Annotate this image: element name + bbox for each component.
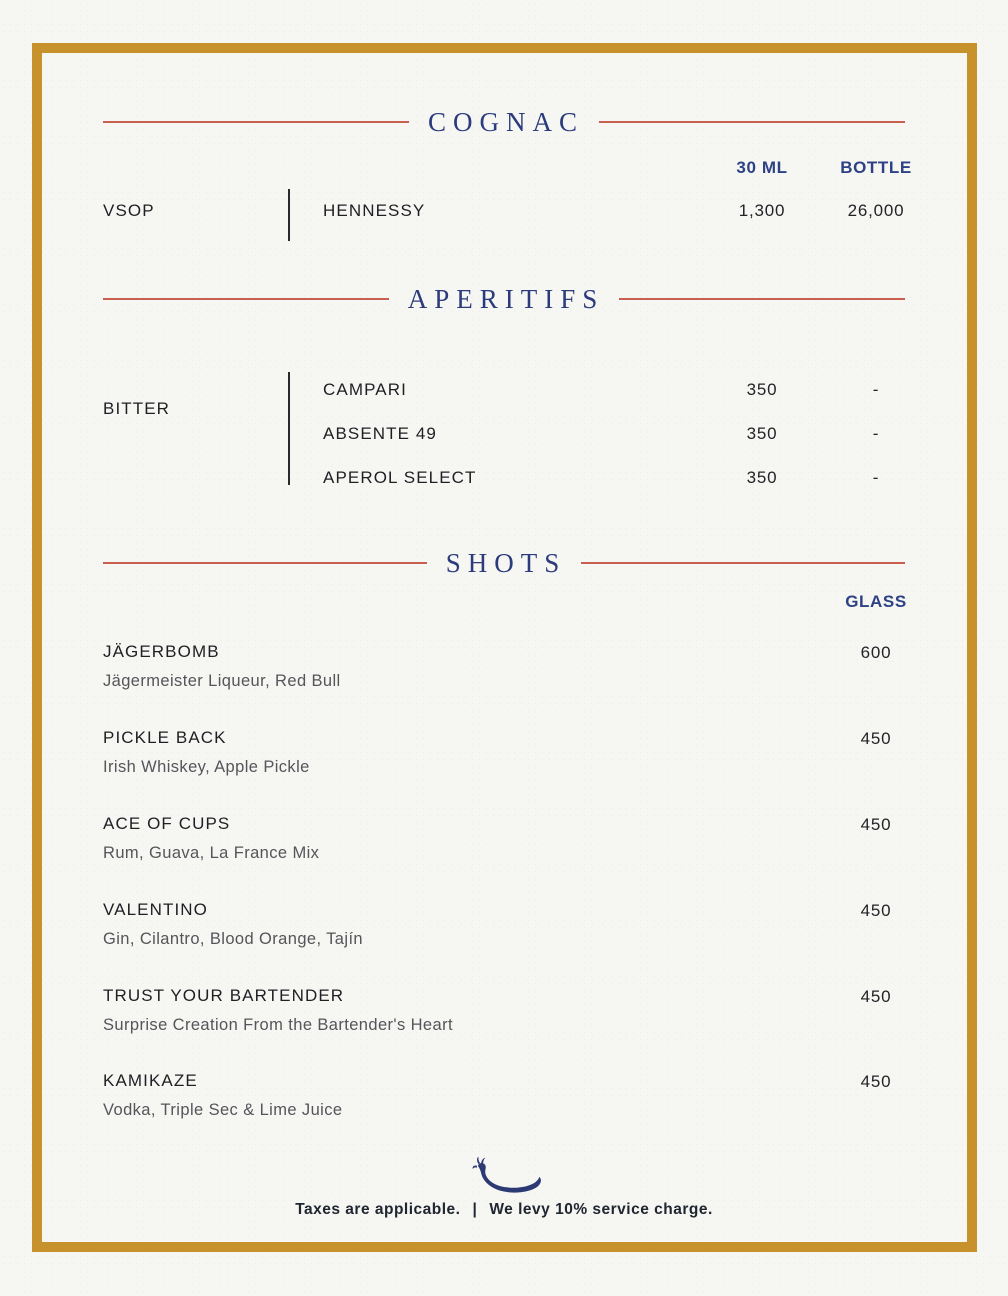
aperitif-item-name: ABSENTE 49 [323,424,437,443]
footer-note [0,1201,1008,1219]
decorative-rule-left [103,298,389,300]
shot-item-name: PICKLE BACK [103,728,227,747]
shot-item-name: KAMIKAZE [103,1071,198,1090]
aperitif-price-bottle: - [872,380,880,399]
footer-taxes-text: Taxes are applicable. [295,1201,461,1218]
aperitif-price-bottle: - [872,468,880,487]
aperitifs-section-header [103,281,905,317]
aperitifs-section-title: APERITIFS [407,283,605,314]
decorative-rule-right [619,298,905,300]
shot-item-description: Gin, Cilantro, Blood Orange, Tajín [103,930,364,948]
shot-item-description: Jägermeister Liqueur, Red Bull [103,672,341,690]
aperitif-price-bottle: - [872,424,880,443]
shot-item-price: 450 [860,815,892,834]
vertical-divider [288,189,290,241]
column-header-glass: GLASS [845,592,907,611]
column-header-30ml: 30 ML [736,158,788,177]
vertical-divider [288,372,290,485]
shot-item-description: Vodka, Triple Sec & Lime Juice [103,1101,343,1119]
cognac-section-title: COGNAC [428,106,585,137]
aperitif-price-30ml: 350 [746,380,778,399]
footer-separator: | [472,1201,478,1218]
decorative-rule-right [581,562,905,564]
cognac-item-name: HENNESSY [323,201,426,220]
shot-item-price: 450 [860,1072,892,1091]
cognac-section-header [103,104,905,140]
footer-service-text: We levy 10% service charge. [489,1201,713,1218]
shot-item-name: JÄGERBOMB [103,642,220,661]
aperitif-price-30ml: 350 [746,424,778,443]
peacock-logo [467,1156,545,1200]
shot-item-description: Rum, Guava, La France Mix [103,844,320,862]
aperitif-item-name: CAMPARI [323,380,407,399]
column-header-bottle: BOTTLE [840,158,912,177]
aperitif-item-name: APEROL SELECT [323,468,477,487]
shot-item-description: Irish Whiskey, Apple Pickle [103,758,310,776]
shot-item-price: 450 [860,987,892,1006]
cognac-category-vsop: VSOP [103,201,155,220]
aperitifs-category-bitter: BITTER [103,399,171,418]
shot-item-name: TRUST YOUR BARTENDER [103,986,345,1005]
aperitif-price-30ml: 350 [746,468,778,487]
cognac-price-30ml: 1,300 [738,201,786,220]
shot-item-price: 450 [860,729,892,748]
decorative-rule-left [103,562,427,564]
decorative-rule-right [599,121,905,123]
cognac-price-bottle: 26,000 [847,201,905,220]
shots-section-header [103,545,905,581]
shots-section-title: SHOTS [445,547,567,578]
decorative-rule-left [103,121,409,123]
shot-item-name: VALENTINO [103,900,208,919]
shot-item-description: Surprise Creation From the Bartender's Heart [103,1016,453,1034]
shot-item-price: 450 [860,901,892,920]
shot-item-price: 600 [860,643,892,662]
shot-item-name: ACE OF CUPS [103,814,231,833]
peacock-icon [467,1156,545,1200]
